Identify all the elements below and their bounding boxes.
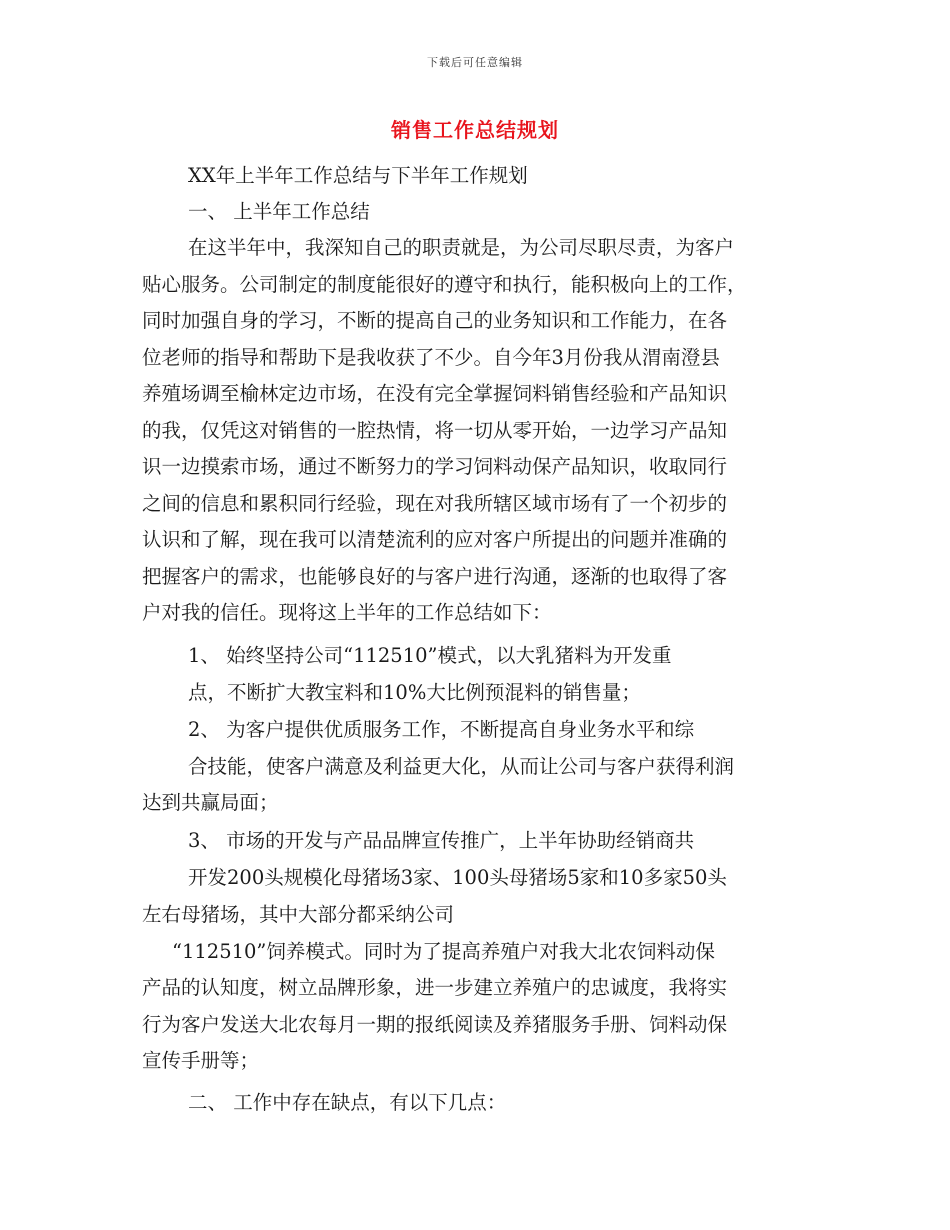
list-item: 2、 为客户提供优质服务工作，不断提高自身业务水平和综 [188,718,695,741]
paragraph-line: 开发200头规模化母猪场3家、100头母猪场5家和10多家50头 [188,866,727,889]
paragraph-line: 达到共赢局面； [142,791,279,814]
paragraph-line: 行为客户发送大北农每月一期的报纸阅读及养猪服务手册、饲料动保 [142,1013,728,1036]
paragraph-line: 户对我的信任。现将这上半年的工作总结如下： [142,601,552,624]
section-heading: 二、 工作中存在缺点，有以下几点： [188,1091,507,1114]
paragraph-line: 把握客户的需求，也能够良好的与客户进行沟通，逐渐的也取得了客 [142,565,728,588]
paragraph-line: “112510”饲养模式。同时为了提高养殖户对我大北农饲料动保 [172,940,715,963]
paragraph-line: 认识和了解，现在我可以清楚流利的应对客户所提出的问题并准确的 [142,528,728,551]
list-item: 3、 市场的开发与产品品牌宣传推广，上半年协助经销商共 [188,829,695,852]
document-title: 销售工作总结规划 [391,118,559,142]
paragraph-line: 贴心服务。公司制定的制度能很好的遵守和执行，能积极向上的工作， [142,273,747,296]
paragraph-line: 识一边摸索市场，通过不断努力的学习饲料动保产品知识，收取同行 [142,455,728,478]
paragraph-line: 产品的认知度，树立品牌形象，进一步建立养殖户的忠诚度，我将实 [142,976,728,999]
paragraph-line: 位老师的指导和帮助下是我收获了不少。自今年3月份我从渭南澄县 [142,346,720,369]
paragraph-line: 左右母猪场，其中大部分都采纳公司 [142,903,455,926]
paragraph-line: XX年上半年工作总结与下半年工作规划 [188,164,528,187]
paragraph-line: 养殖场调至榆林定边市场，在没有完全掌握饲料销售经验和产品知识 [142,382,728,405]
header-note: 下载后可任意编辑 [427,56,523,69]
paragraph-line: 点，不断扩大教宝料和10%大比例预混料的销售量； [188,681,641,704]
paragraph-line: 在这半年中，我深知自己的职责就是，为公司尽职尽责，为客户 [188,236,735,259]
paragraph-line: 合技能，使客户满意及利益更大化，从而让公司与客户获得利润 [188,755,735,778]
paragraph-line: 同时加强自身的学习，不断的提高自己的业务知识和工作能力，在各 [142,309,728,332]
list-item: 1、 始终坚持公司“112510”模式，以大乳猪料为开发重 [188,644,672,667]
section-heading: 一、 上半年工作总结 [188,200,370,223]
paragraph-line: 的我，仅凭这对销售的一腔热情，将一切从零开始，一边学习产品知 [142,419,728,442]
paragraph-line: 之间的信息和累积同行经验，现在对我所辖区域市场有了一个初步的 [142,492,728,515]
paragraph-line: 宣传手册等； [142,1049,260,1072]
